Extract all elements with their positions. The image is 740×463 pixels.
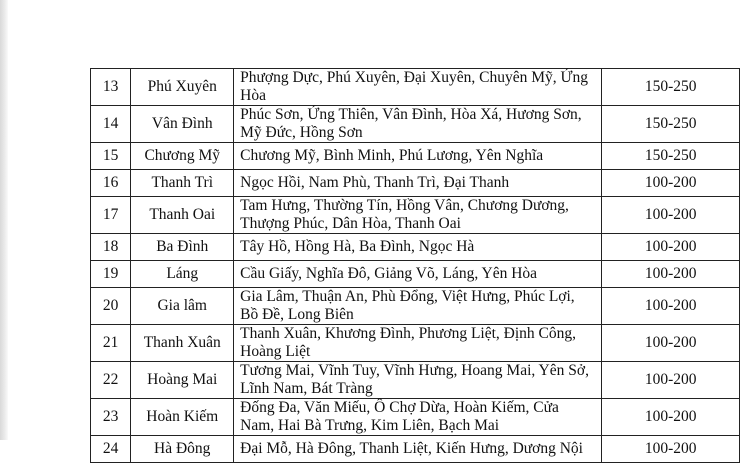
table-row — [91, 143, 740, 170]
table-row — [91, 399, 740, 436]
value-range: 150-250 — [602, 143, 740, 170]
table-row — [91, 288, 740, 325]
ward-list: Chương Mỹ, Bình Minh, Phú Lương, Yên Nghĩa — [234, 143, 602, 170]
region-name: Ba Đình — [131, 234, 234, 261]
region-name: Hà Đông — [131, 436, 234, 463]
value-range: 100-200 — [602, 362, 740, 399]
ward-list: Phượng Dực, Phú Xuyên, Đại Xuyên, Chuyên Mỹ, Ứng Hòa — [234, 69, 602, 106]
table-row — [91, 106, 740, 143]
row-number: 20 — [91, 288, 131, 325]
ward-list: Cầu Giấy, Nghĩa Đô, Giảng Võ, Láng, Yên Hòa — [234, 261, 602, 288]
table-row — [91, 197, 740, 234]
row-number: 13 — [91, 69, 131, 106]
table-row — [91, 69, 740, 106]
row-number: 16 — [91, 170, 131, 197]
region-name: Láng — [131, 261, 234, 288]
value-range: 100-200 — [602, 288, 740, 325]
row-number: 14 — [91, 106, 131, 143]
ward-list: Ngọc Hồi, Nam Phù, Thanh Trì, Đại Thanh — [234, 170, 602, 197]
table-row — [91, 234, 740, 261]
table-row — [91, 170, 740, 197]
value-range: 100-200 — [602, 170, 740, 197]
ward-list: Đại Mỗ, Hà Đông, Thanh Liệt, Kiến Hưng, Dương Nội — [234, 436, 602, 463]
value-range: 100-200 — [602, 436, 740, 463]
table-row — [91, 261, 740, 288]
table-row — [91, 362, 740, 399]
region-name: Phú Xuyên — [131, 69, 234, 106]
value-range: 100-200 — [602, 325, 740, 362]
row-number: 19 — [91, 261, 131, 288]
ward-list: Gia Lâm, Thuận An, Phù Đổng, Việt Hưng, Phúc Lợi, Bồ Đề, Long Biên — [234, 288, 602, 325]
value-range: 100-200 — [602, 234, 740, 261]
region-name: Chương Mỹ — [131, 143, 234, 170]
table-row — [91, 325, 740, 362]
row-number: 23 — [91, 399, 131, 436]
ward-list: Phúc Sơn, Ứng Thiên, Vân Đình, Hòa Xá, Hương Sơn, Mỹ Đức, Hồng Sơn — [234, 106, 602, 143]
row-number: 24 — [91, 436, 131, 463]
row-number: 22 — [91, 362, 131, 399]
row-number: 21 — [91, 325, 131, 362]
region-name: Thanh Xuân — [131, 325, 234, 362]
ward-list: Tam Hưng, Thường Tín, Hồng Vân, Chương Dương, Thượng Phúc, Dân Hòa, Thanh Oai — [234, 197, 602, 234]
region-name: Hoàng Mai — [131, 362, 234, 399]
row-number: 17 — [91, 197, 131, 234]
value-range: 100-200 — [602, 197, 740, 234]
value-range: 150-250 — [602, 106, 740, 143]
ward-list: Thanh Xuân, Khương Đình, Phương Liệt, Định Công, Hoàng Liệt — [234, 325, 602, 362]
row-number: 15 — [91, 143, 131, 170]
value-range: 100-200 — [602, 261, 740, 288]
value-range: 100-200 — [602, 399, 740, 436]
regions-table — [90, 68, 740, 463]
region-name: Thanh Trì — [131, 170, 234, 197]
ward-list: Tây Hồ, Hồng Hà, Ba Đình, Ngọc Hà — [234, 234, 602, 261]
ward-list: Đống Đa, Văn Miếu, Ô Chợ Dừa, Hoàn Kiếm, Cửa Nam, Hai Bà Trưng, Kim Liên, Bạch Mai — [234, 399, 602, 436]
region-name: Vân Đình — [131, 106, 234, 143]
region-name: Thanh Oai — [131, 197, 234, 234]
ward-list: Tương Mai, Vĩnh Tuy, Vĩnh Hưng, Hoang Mai, Yên Sở, Lĩnh Nam, Bát Tràng — [234, 362, 602, 399]
region-name: Hoàn Kiếm — [131, 399, 234, 436]
row-number: 18 — [91, 234, 131, 261]
region-name: Gia lâm — [131, 288, 234, 325]
value-range: 150-250 — [602, 69, 740, 106]
